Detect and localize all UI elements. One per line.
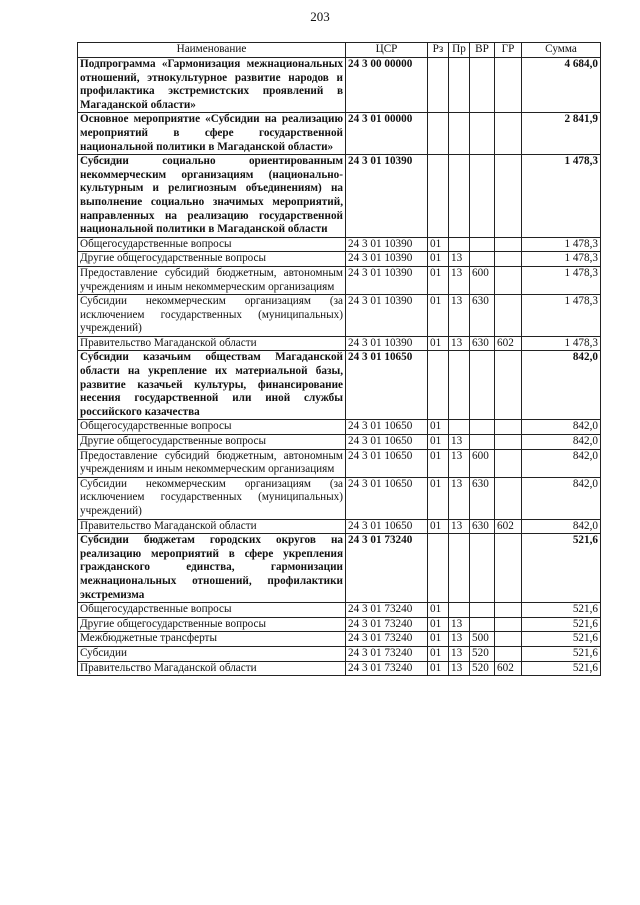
cell-vr [470, 603, 495, 618]
cell-vr: 630 [470, 519, 495, 534]
cell-csr: 24 3 01 10650 [346, 351, 428, 420]
cell-gr [495, 155, 522, 238]
cell-vr [470, 534, 495, 603]
cell-pr [449, 351, 470, 420]
cell-name: Субсидии некоммерческим организациям (за исключением государственных (муниципальных) учреждений) [78, 477, 346, 519]
cell-vr: 500 [470, 632, 495, 647]
cell-rz: 01 [428, 336, 449, 351]
cell-sum: 521,6 [522, 632, 601, 647]
cell-gr [495, 534, 522, 603]
cell-vr: 520 [470, 646, 495, 661]
cell-name: Предоставление субсидий бюджетным, автономным учреждениям и иным некоммерческим организациям [78, 266, 346, 294]
cell-csr: 24 3 01 10390 [346, 336, 428, 351]
page-number: 203 [310, 9, 330, 24]
cell-gr [495, 603, 522, 618]
cell-vr: 600 [470, 449, 495, 477]
cell-gr [495, 351, 522, 420]
table-row [78, 420, 601, 435]
cell-pr: 13 [449, 477, 470, 519]
cell-csr: 24 3 01 10650 [346, 435, 428, 450]
cell-gr [495, 252, 522, 267]
cell-csr: 24 3 01 10650 [346, 420, 428, 435]
cell-pr: 13 [449, 336, 470, 351]
cell-vr [470, 617, 495, 632]
cell-pr: 13 [449, 661, 470, 676]
cell-rz: 01 [428, 237, 449, 252]
table-row [78, 632, 601, 647]
cell-gr [495, 295, 522, 337]
cell-csr: 24 3 01 10650 [346, 519, 428, 534]
cell-sum: 1 478,3 [522, 266, 601, 294]
cell-rz: 01 [428, 266, 449, 294]
cell-name: Правительство Магаданской области [78, 336, 346, 351]
cell-vr [470, 113, 495, 155]
cell-rz: 01 [428, 420, 449, 435]
cell-pr [449, 237, 470, 252]
table-row [78, 252, 601, 267]
cell-csr: 24 3 01 10390 [346, 237, 428, 252]
cell-name: Субсидии бюджетам городских округов на реализацию мероприятий в сфере укрепления гражданского единства, гармонизации межнациональных отношений, профилактики экстремизма [78, 534, 346, 603]
cell-gr [495, 58, 522, 113]
cell-csr: 24 3 01 10390 [346, 266, 428, 294]
cell-sum: 842,0 [522, 519, 601, 534]
cell-name: Основное мероприятие «Субсидии на реализацию мероприятий в сфере государственной национальной политики в Магаданской области» [78, 113, 346, 155]
cell-name: Предоставление субсидий бюджетным, автономным учреждениям и иным некоммерческим организациям [78, 449, 346, 477]
cell-pr: 13 [449, 519, 470, 534]
cell-name: Общегосударственные вопросы [78, 420, 346, 435]
cell-pr: 13 [449, 266, 470, 294]
cell-pr: 13 [449, 295, 470, 337]
cell-pr: 13 [449, 617, 470, 632]
cell-vr [470, 155, 495, 238]
cell-csr: 24 3 00 00000 [346, 58, 428, 113]
cell-gr: 602 [495, 336, 522, 351]
column-header-csr: ЦСР [346, 43, 428, 58]
cell-sum: 521,6 [522, 534, 601, 603]
table-row [78, 661, 601, 676]
table-row [78, 435, 601, 450]
cell-sum: 1 478,3 [522, 252, 601, 267]
cell-rz: 01 [428, 617, 449, 632]
column-header-pr: Пр [449, 43, 470, 58]
table-row [78, 336, 601, 351]
column-header-gr: ГР [495, 43, 522, 58]
table-row [78, 351, 601, 420]
cell-gr [495, 113, 522, 155]
cell-rz: 01 [428, 252, 449, 267]
cell-rz: 01 [428, 646, 449, 661]
cell-csr: 24 3 01 10390 [346, 252, 428, 267]
cell-name: Правительство Магаданской области [78, 661, 346, 676]
cell-csr: 24 3 01 00000 [346, 113, 428, 155]
cell-vr [470, 237, 495, 252]
table-row [78, 534, 601, 603]
cell-vr [470, 58, 495, 113]
cell-rz: 01 [428, 449, 449, 477]
cell-vr: 630 [470, 336, 495, 351]
cell-vr: 630 [470, 477, 495, 519]
table-row [78, 617, 601, 632]
cell-vr [470, 435, 495, 450]
cell-name: Другие общегосударственные вопросы [78, 435, 346, 450]
cell-name: Субсидии [78, 646, 346, 661]
table-row [78, 295, 601, 337]
cell-gr [495, 435, 522, 450]
cell-sum: 842,0 [522, 435, 601, 450]
cell-pr [449, 58, 470, 113]
cell-rz: 01 [428, 519, 449, 534]
cell-csr: 24 3 01 10650 [346, 449, 428, 477]
cell-csr: 24 3 01 73240 [346, 617, 428, 632]
cell-csr: 24 3 01 73240 [346, 534, 428, 603]
cell-vr [470, 351, 495, 420]
cell-sum: 842,0 [522, 420, 601, 435]
column-header-sum: Сумма [522, 43, 601, 58]
cell-name: Общегосударственные вопросы [78, 603, 346, 618]
table-row [78, 603, 601, 618]
cell-pr: 13 [449, 435, 470, 450]
cell-sum: 1 478,3 [522, 295, 601, 337]
cell-rz [428, 113, 449, 155]
cell-pr [449, 603, 470, 618]
cell-pr [449, 113, 470, 155]
cell-sum: 521,6 [522, 661, 601, 676]
cell-name: Общегосударственные вопросы [78, 237, 346, 252]
cell-rz: 01 [428, 603, 449, 618]
table-row [78, 113, 601, 155]
cell-rz: 01 [428, 477, 449, 519]
cell-vr [470, 252, 495, 267]
cell-pr: 13 [449, 252, 470, 267]
table-body [78, 58, 601, 676]
cell-pr [449, 420, 470, 435]
column-header-name: Наименование [78, 43, 346, 58]
table-row [78, 519, 601, 534]
cell-name: Другие общегосударственные вопросы [78, 252, 346, 267]
cell-name: Правительство Магаданской области [78, 519, 346, 534]
cell-rz [428, 351, 449, 420]
cell-name: Субсидии социально ориентированным некоммерческим организациям (национально-культурным и религиозным объединениям) на выполнение социально значимых мероприятий, направленных на реализацию государственной национальной политики в Магаданской области [78, 155, 346, 238]
cell-csr: 24 3 01 73240 [346, 603, 428, 618]
cell-pr: 13 [449, 449, 470, 477]
cell-name: Межбюджетные трансферты [78, 632, 346, 647]
cell-vr: 630 [470, 295, 495, 337]
cell-csr: 24 3 01 73240 [346, 632, 428, 647]
cell-pr: 13 [449, 646, 470, 661]
table-row [78, 237, 601, 252]
cell-name: Субсидии казачьим обществам Магаданской области на укрепление их материальной базы, развитие казачьей культуры, финансирование несения государственной или иной службы российского казачества [78, 351, 346, 420]
cell-gr [495, 266, 522, 294]
table-row [78, 266, 601, 294]
table-row [78, 646, 601, 661]
cell-sum: 521,6 [522, 617, 601, 632]
cell-rz [428, 58, 449, 113]
cell-sum: 1 478,3 [522, 237, 601, 252]
cell-pr [449, 155, 470, 238]
cell-vr [470, 420, 495, 435]
cell-sum: 4 684,0 [522, 58, 601, 113]
cell-rz: 01 [428, 632, 449, 647]
table-row [78, 477, 601, 519]
cell-csr: 24 3 01 10650 [346, 477, 428, 519]
cell-gr: 602 [495, 519, 522, 534]
cell-name: Подпрограмма «Гармонизация межнациональных отношений, этнокультурное развитие народов и профилактика экстремистских проявлений в Магаданской области» [78, 58, 346, 113]
cell-pr: 13 [449, 632, 470, 647]
cell-sum: 842,0 [522, 351, 601, 420]
cell-vr: 520 [470, 661, 495, 676]
table-row [78, 449, 601, 477]
budget-table [77, 42, 601, 676]
cell-gr [495, 449, 522, 477]
cell-gr [495, 237, 522, 252]
cell-gr: 602 [495, 661, 522, 676]
cell-rz: 01 [428, 295, 449, 337]
cell-name: Другие общегосударственные вопросы [78, 617, 346, 632]
cell-gr [495, 632, 522, 647]
cell-rz: 01 [428, 435, 449, 450]
cell-vr: 600 [470, 266, 495, 294]
cell-rz: 01 [428, 661, 449, 676]
cell-csr: 24 3 01 10390 [346, 155, 428, 238]
cell-gr [495, 646, 522, 661]
cell-pr [449, 534, 470, 603]
table-row [78, 58, 601, 113]
cell-gr [495, 617, 522, 632]
cell-sum: 1 478,3 [522, 336, 601, 351]
cell-sum: 842,0 [522, 449, 601, 477]
cell-sum: 1 478,3 [522, 155, 601, 238]
column-header-vr: ВР [470, 43, 495, 58]
cell-sum: 2 841,9 [522, 113, 601, 155]
cell-gr [495, 420, 522, 435]
table-row [78, 155, 601, 238]
cell-name: Субсидии некоммерческим организациям (за исключением государственных (муниципальных) учреждений) [78, 295, 346, 337]
cell-rz [428, 155, 449, 238]
cell-csr: 24 3 01 10390 [346, 295, 428, 337]
cell-csr: 24 3 01 73240 [346, 646, 428, 661]
cell-sum: 521,6 [522, 646, 601, 661]
table-header-row [78, 43, 601, 58]
column-header-rz: Рз [428, 43, 449, 58]
cell-gr [495, 477, 522, 519]
cell-sum: 842,0 [522, 477, 601, 519]
cell-rz [428, 534, 449, 603]
cell-csr: 24 3 01 73240 [346, 661, 428, 676]
cell-sum: 521,6 [522, 603, 601, 618]
